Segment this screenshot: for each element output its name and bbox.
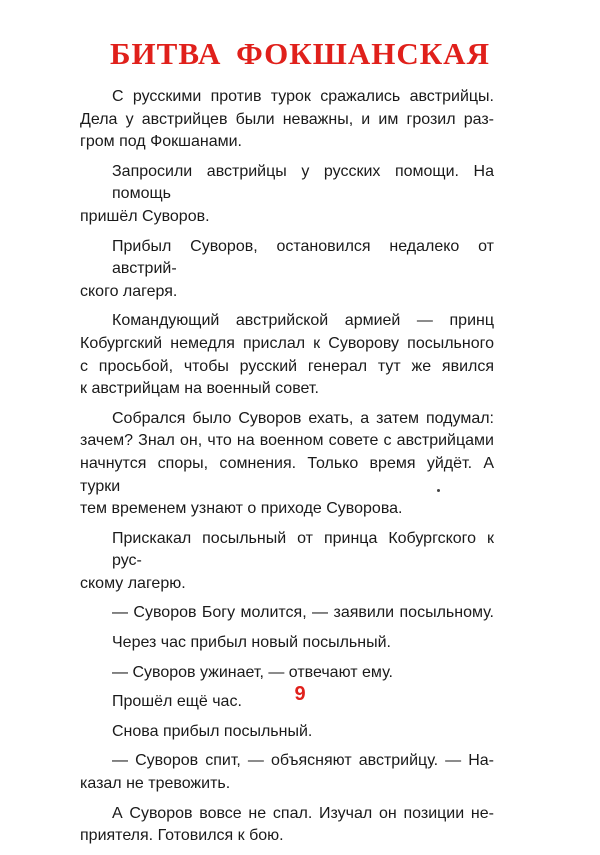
paragraph	[80, 632, 494, 655]
text-line: ского лагеря.	[80, 282, 178, 300]
text-line: к австрийцам на военный совет.	[80, 380, 319, 398]
text-line: пришёл Суворов.	[80, 207, 210, 225]
text-line: приятеля. Готовился к бою.	[80, 827, 284, 845]
text-line: — Суворов Богу молится, — заявили посыльному.	[112, 604, 494, 622]
chapter-title: БИТВА ФОКШАНСКАЯ	[110, 36, 490, 71]
chapter-body	[80, 86, 494, 855]
text-line: А Суворов вовсе не спал. Изучал он позиции не-	[112, 804, 494, 822]
text-line: Дела у австрийцев были неважны, и им грозил раз-	[80, 110, 494, 128]
paragraph	[80, 662, 494, 685]
paragraph	[80, 86, 494, 154]
text-line: — Суворов ужинает, — отвечают ему.	[112, 663, 393, 681]
text-line: Кобургский немедля прислал к Суворову посыльного	[80, 334, 494, 352]
paragraph	[80, 721, 494, 744]
text-line: Командующий австрийской армией — принц	[112, 312, 494, 330]
paragraph	[80, 602, 494, 625]
text-line: Прибыл Суворов, остановился недалеко от австрий-	[112, 237, 494, 278]
paragraph	[80, 161, 494, 229]
text-line: зачем? Знал он, что на военном совете с австрийцами	[80, 432, 494, 450]
text-line: скому лагерю.	[80, 574, 186, 592]
text-line: Через час прибыл новый посыльный.	[112, 634, 391, 652]
print-speck	[437, 489, 440, 492]
paragraph	[80, 310, 494, 400]
text-line: с просьбой, чтобы русский генерал тут же явился	[80, 357, 494, 375]
text-line: Запросили австрийцы у русских помощи. На помощь	[112, 162, 494, 203]
paragraph	[80, 528, 494, 596]
text-line: — Суворов спит, — объясняют австрийцу. — На-	[112, 752, 494, 770]
paragraph	[80, 408, 494, 521]
text-line: Снова прибыл посыльный.	[112, 722, 313, 740]
text-line: Прискакал посыльный от принца Кобургского к рус-	[112, 529, 494, 570]
text-line: тем временем узнают о приходе Суворова.	[80, 500, 403, 518]
paragraph	[80, 236, 494, 304]
text-line: Прошёл ещё час.	[112, 693, 242, 711]
paragraph	[80, 750, 494, 795]
text-line: гром под Фокшанами.	[80, 133, 242, 151]
text-line: Собрался было Суворов ехать, а затем подумал:	[112, 409, 494, 427]
paragraph	[80, 803, 494, 848]
page-number: 9	[294, 683, 306, 705]
text-line: начнутся споры, сомнения. Только время уйдёт. А турки	[80, 454, 494, 495]
text-line: С русскими против турок сражались австрийцы.	[112, 88, 494, 105]
text-line: казал не тревожить.	[80, 775, 231, 793]
